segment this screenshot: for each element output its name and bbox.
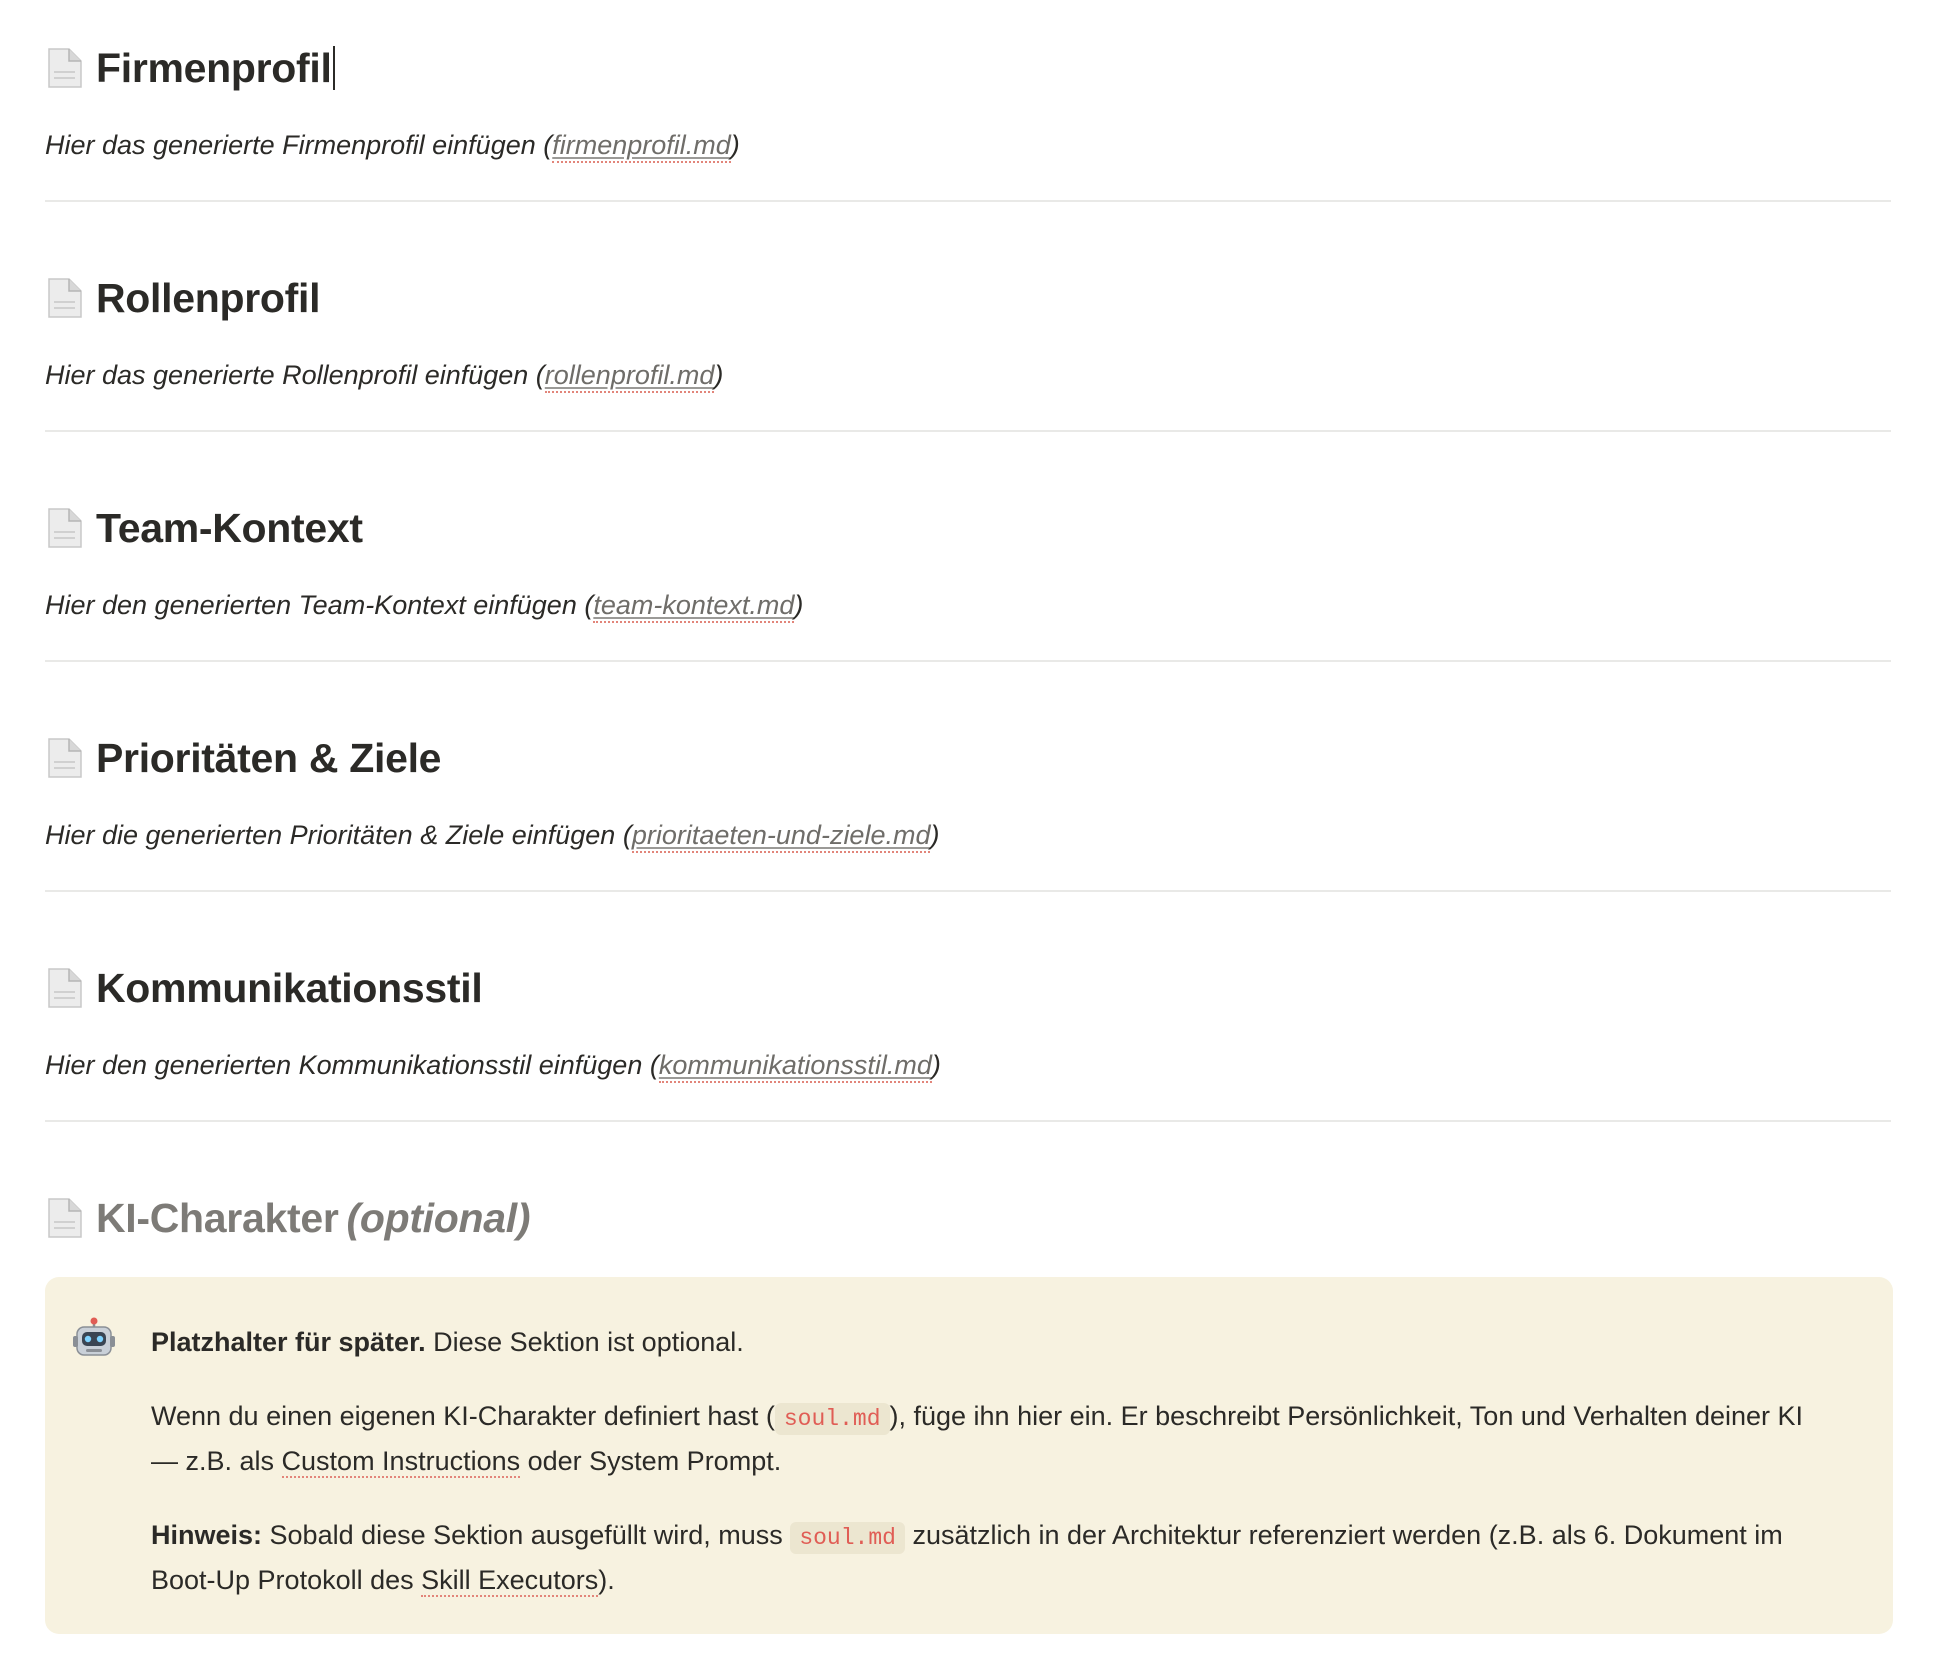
divider <box>45 200 1891 202</box>
document-icon <box>45 736 85 780</box>
section-rollenprofil <box>45 230 1891 460</box>
divider <box>45 430 1891 432</box>
document-icon <box>45 966 85 1010</box>
section-heading[interactable] <box>45 268 320 328</box>
callout-paragraph-3 <box>151 1514 1833 1601</box>
text-cursor <box>333 46 335 90</box>
section-description[interactable] <box>45 820 939 851</box>
robot-icon[interactable] <box>73 1317 115 1361</box>
section-title[interactable]: Team-Kontext <box>96 504 363 551</box>
description-suffix: ) <box>931 1050 941 1080</box>
inline-code: soul.md <box>775 1403 890 1435</box>
file-link[interactable]: rollenprofil.md <box>545 360 715 393</box>
section-heading[interactable] <box>45 38 335 98</box>
callout-text: Diese Sektion ist optional. <box>425 1327 744 1357</box>
description-suffix: ) <box>714 360 724 390</box>
callout-paragraph-2 <box>151 1395 1833 1482</box>
section-title[interactable]: Rollenprofil <box>96 274 321 321</box>
callout-text: ). <box>598 1565 615 1595</box>
document-icon <box>45 1196 85 1240</box>
section-description[interactable] <box>45 130 740 161</box>
section-title[interactable]: Firmenprofil <box>96 44 332 91</box>
divider <box>45 660 1891 662</box>
hint-label: Hinweis: <box>151 1520 263 1550</box>
description-text: Hier den generierten Kommunikationsstil einfügen ( <box>45 1050 659 1080</box>
callout-text: zusätzlich in der Architektur referenziert werden (z.B. als 6. Dokument im Boot-Up Protokoll des <box>151 1520 1783 1595</box>
callout-text: Sobald diese Sektion ausgefüllt wird, muss <box>262 1520 791 1550</box>
document-icon <box>45 276 85 320</box>
section-prioritaeten-ziele <box>45 690 1891 920</box>
section-description[interactable] <box>45 360 723 391</box>
description-text: Hier die generierten Prioritäten & Ziele einfügen ( <box>45 820 632 850</box>
section-title[interactable]: Kommunikationsstil <box>96 964 483 1011</box>
section-heading[interactable] <box>45 958 482 1018</box>
callout-text: ), füge ihn hier ein. Er beschreibt Persönlichkeit, Ton und Verhalten deiner KI — z.B. als <box>151 1401 1804 1476</box>
callout-paragraph-1 <box>151 1321 1833 1363</box>
description-text: Hier das generierte Rollenprofil einfügen ( <box>45 360 545 390</box>
callout-text: oder System Prompt. <box>520 1446 782 1476</box>
file-link[interactable]: team-kontext.md <box>593 590 794 623</box>
description-text: Hier das generierte Firmenprofil einfügen ( <box>45 130 553 160</box>
description-suffix: ) <box>794 590 804 620</box>
ki-title: KI-Charakter <box>96 1194 339 1241</box>
spellcheck-term: Skill Executors <box>421 1565 599 1595</box>
section-title[interactable]: Prioritäten & Ziele <box>96 734 442 781</box>
file-link[interactable]: prioritaeten-und-ziele.md <box>632 820 931 853</box>
section-title[interactable] <box>96 1195 530 1242</box>
document-icon <box>45 46 85 90</box>
placeholder-label: Platzhalter für später. <box>151 1327 426 1357</box>
section-firmenprofil <box>45 0 1891 230</box>
optional-label: (optional) <box>346 1194 531 1241</box>
spellcheck-term: Custom Instructions <box>281 1446 521 1476</box>
callout-text: Wenn du einen eigenen KI-Charakter definiert hast ( <box>151 1401 775 1431</box>
divider <box>45 890 1891 892</box>
description-suffix: ) <box>730 130 740 160</box>
section-heading[interactable] <box>45 498 363 558</box>
section-description[interactable] <box>45 590 803 621</box>
section-description[interactable] <box>45 1050 941 1081</box>
document-icon <box>45 506 85 550</box>
section-heading[interactable] <box>45 728 441 788</box>
section-kommunikationsstil <box>45 920 1891 1150</box>
file-link[interactable]: kommunikationsstil.md <box>659 1050 932 1083</box>
callout-box[interactable] <box>45 1277 1893 1634</box>
description-text: Hier den generierten Team-Kontext einfügen ( <box>45 590 594 620</box>
divider <box>45 1120 1891 1122</box>
section-heading[interactable] <box>45 1188 530 1248</box>
inline-code: soul.md <box>790 1522 905 1554</box>
description-suffix: ) <box>930 820 940 850</box>
section-team-kontext <box>45 460 1891 690</box>
file-link[interactable]: firmenprofil.md <box>552 130 731 163</box>
